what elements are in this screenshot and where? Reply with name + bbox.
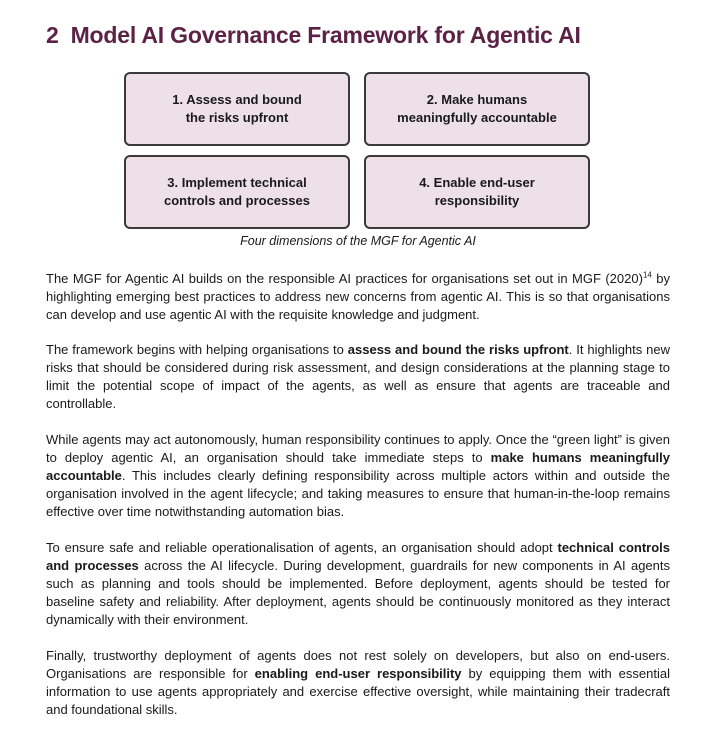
dimension-box-2 <box>364 72 590 146</box>
dimension-1-line2: the risks upfront <box>185 110 289 125</box>
p1-text-b: by highlighting emerging best practices to address new concerns from agentic AI. This is so that organisations can develop and use agentic AI with the requisite knowledge and judgment. <box>46 271 670 322</box>
footnote-marker[interactable]: 14 <box>642 270 652 280</box>
p2-text-a: The framework begins with helping organisations to <box>46 342 348 357</box>
p3-bold: make humans meaningfully accountable <box>46 450 670 483</box>
p2-bold: assess and bound the risks upfront <box>347 342 569 357</box>
paragraph-intro <box>46 270 670 324</box>
section-number: 2 <box>46 22 59 48</box>
dimension-4-line2: responsibility <box>434 193 520 208</box>
p5-text-a: Finally, trustworthy deployment of agents does not rest solely on developers, but also on end-users. Organisations are responsible for <box>46 648 670 681</box>
paragraph-technical <box>46 539 670 629</box>
figure-caption: Four dimensions of the MGF for Agentic AI <box>240 234 476 248</box>
paragraph-accountable <box>46 431 670 521</box>
dimension-2-line2: meaningfully accountable <box>397 110 557 125</box>
dimension-3-line2: controls and processes <box>164 193 310 208</box>
p5-text-b: by equipping them with essential information to use agents appropriately and exercise effective oversight, while maintaining their tradecraft and foundational skills. <box>46 666 670 717</box>
paragraph-assess <box>46 341 670 413</box>
dimension-4-line1: 4. Enable end-user <box>419 175 535 190</box>
dimension-2-line1: 2. Make humans <box>426 92 528 107</box>
p4-text-a: To ensure safe and reliable operationalisation of agents, an organisation should adopt <box>46 540 558 555</box>
section-title: Model AI Governance Framework for Agentic AI <box>70 22 581 48</box>
dimension-box-4 <box>364 155 590 229</box>
paragraph-end-user <box>46 647 670 719</box>
p5-bold: enabling end-user responsibility <box>254 666 462 681</box>
section-heading <box>46 22 581 49</box>
p3-text-a: While agents may act autonomously, human responsibility continues to apply. Once the “green light” is given to deploy agentic AI, an organisation should take immediate steps to <box>46 432 670 465</box>
p2-text-b: . It highlights new risks that should be considered during risk assessment, and design considerations at the planning stage to limit the potential scope of impact of the agents, as well as ensure that agents are traceable and controllable. <box>46 342 670 411</box>
dimension-3-line1: 3. Implement technical <box>167 175 307 190</box>
dimension-1-line1: 1. Assess and bound <box>172 92 302 107</box>
p4-bold: technical controls and processes <box>46 540 670 573</box>
dimension-box-1 <box>124 72 350 146</box>
dimension-box-3 <box>124 155 350 229</box>
p1-text-a: The MGF for Agentic AI builds on the responsible AI practices for organisations set out in MGF (2020) <box>46 271 643 286</box>
p3-text-b: . This includes clearly defining responsibility across multiple actors within and outside the organisation involved in the agent lifecycle; and taking measures to ensure that human-in-the-loop remains effective over time notwithstanding automation bias. <box>46 468 670 519</box>
p4-text-b: across the AI lifecycle. During development, guardrails for new components in AI agents such as planning and tools should be implemented. Before deployment, agents should be tested for baseline safety and reliability. After deployment, agents should be continuously monitored as they interact dynamically with their environment. <box>46 558 670 627</box>
